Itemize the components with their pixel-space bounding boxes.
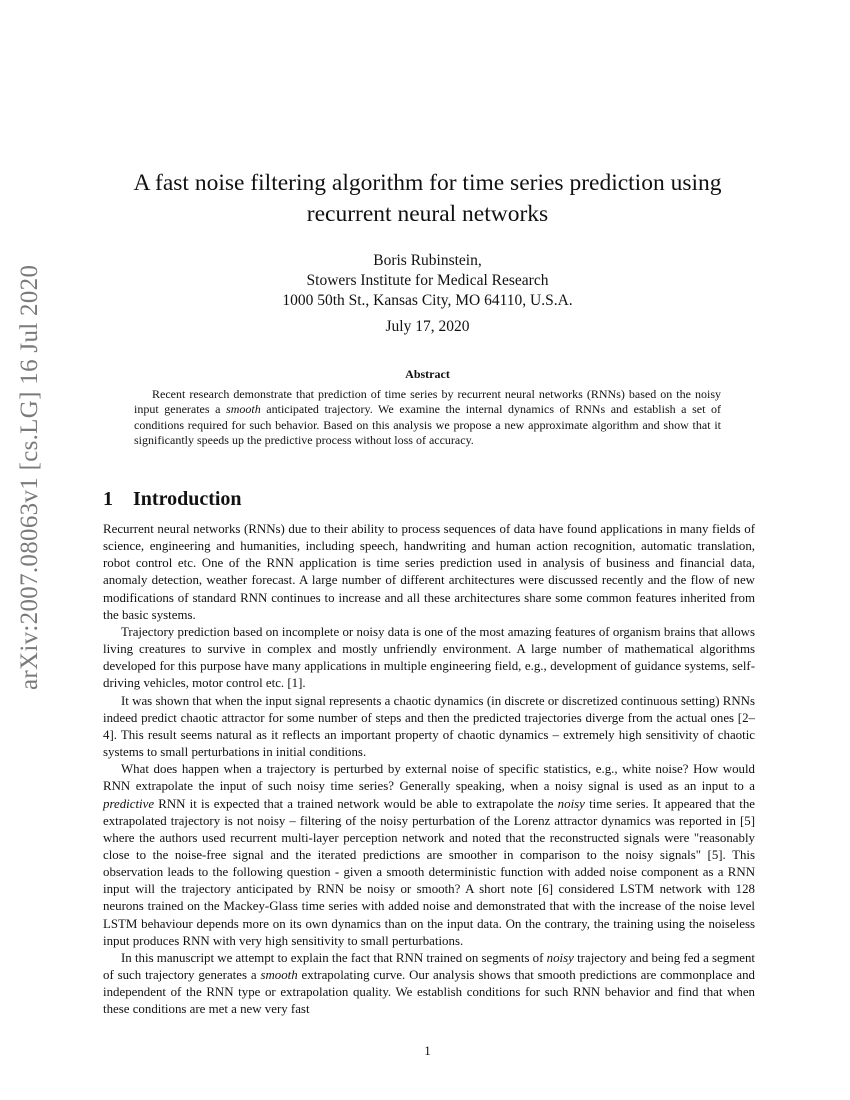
abstract-part-2: anticipated trajectory. We examine the internal dynamics of RNNs and establish a set of conditions required for such behavior. Based on this analysis we propose a new approximate algorithm and show that it significantly speeds up the predictive process without loss of accuracy. <box>134 402 721 448</box>
section-title: Introduction <box>133 488 242 510</box>
title-line-1: A fast noise filtering algorithm for time series prediction using <box>133 170 722 196</box>
paragraph-1: Recurrent neural networks (RNNs) due to their ability to process sequences of data have found applications in many fields of science, engineering and humanities, including speech, handwriting and human action recognition, automatic translation, robot control etc. One of the RNN application is time series prediction used in analysis of business and financial data, anomaly detection, weather forecast. A large number of different architectures were discussed recently and the flow of new modifications of standard RNN continues to increase and all these architectures share some common features inherited from the basic systems. <box>103 522 755 622</box>
paper-date: July 17, 2020 <box>385 318 470 335</box>
paragraph-5-emphasis-noisy: noisy <box>546 950 574 965</box>
introduction-body <box>103 521 755 1019</box>
page-number: 1 <box>424 1043 431 1058</box>
paragraph-3: It was shown that when the input signal represents a chaotic dynamics (in discrete or discretized continuous setting) RNNs indeed predict chaotic attractor for some number of steps and then the predicted trajectories diverge from the actual ones [2–4]. This result seems natural as it reflects an important property of chaotic dynamics – extremely high sensitivity of chaotic systems to small perturbations in initial conditions. <box>103 693 755 760</box>
paragraph-4-part-a: What does happen when a trajectory is perturbed by external noise of specific statistics, e.g., white noise? How would RNN extrapolate the input of such noisy time series? Generally speaking, when a noisy signal is used as an input to a <box>103 762 755 794</box>
title-line-2: recurrent neural networks <box>306 201 549 227</box>
paper-title <box>100 168 755 230</box>
arxiv-identifier-stamp: arXiv:2007.08063v1 [cs.LG] 16 Jul 2020 <box>16 264 43 690</box>
paragraph-4-emphasis-predictive: predictive <box>103 796 155 811</box>
paragraph-2: Trajectory prediction based on incomplete or noisy data is one of the most amazing features of organism brains that allows living creatures to survive in complex and mostly unfriendly environment. A large number of mathematical algorithms developed for this purpose have many applications in multiple engineering field, e.g., development of guidance systems, self-driving vehicles, motor control etc. [1]. <box>103 624 755 691</box>
author-name: Boris Rubinstein, <box>373 252 482 269</box>
paragraph-5-part-b: trajectory and being fed a segment of such trajectory generates a <box>103 950 755 983</box>
abstract-emphasis-smooth: smooth <box>226 402 261 417</box>
abstract-part-1: Recent research demonstrate that prediction of time series by recurrent neural networks (RNNs) based on the noisy input generates a <box>134 387 721 417</box>
paragraph-4-part-b: RNN it is expected that a trained network would be able to extrapolate the <box>154 796 558 811</box>
paragraph-5-part-a: In this manuscript we attempt to explain the fact that RNN trained on segments of <box>121 950 547 965</box>
section-number: 1 <box>103 488 113 510</box>
paragraph-5-part-c: extrapolating curve. Our analysis shows that smooth predictions are commonplace and independent of the RNN type or extrapolation quality. We establish conditions for such RNN behavior and find that when these conditions are met a new very fast <box>103 968 755 1017</box>
abstract-heading: Abstract <box>405 367 450 381</box>
section-heading-introduction <box>103 486 242 512</box>
paragraph-4-part-c: time series. It appeared that the extrapolated trajectory is not noisy – filtering of the noisy perturbation of the Lorenz attractor dynamics was reported in [5] where the authors used recurrent multi-layer perception network and noted that the reconstructed signals were "reasonably close to the noise-free signal and the iterated predictions are smoother in comparison to the noisy signals" [5]. This observation leads to the following question - given a smooth deterministic function with added noise component as a RNN input will the trajectory anticipated by RNN be noisy or smooth? A short note [6] considered LSTM network with 128 neurons trained on the Mackey-Glass time series with added noise and demonstrated that with the increase of the noise level LSTM behaviour depends more on its own dynamics than on the input data. On the contrary, the training using the noiseless input produces RNN with very high sensitivity to small perturbations. <box>103 796 755 948</box>
paragraph-5-emphasis-smooth: smooth <box>260 968 298 983</box>
paragraph-4-emphasis-noisy: noisy <box>557 796 585 811</box>
author-block <box>100 251 755 311</box>
author-address: 1000 50th St., Kansas City, MO 64110, U.S.A. <box>282 292 573 309</box>
abstract-text <box>134 387 721 449</box>
paragraph-4 <box>103 761 755 950</box>
paragraph-5 <box>103 950 755 1019</box>
author-affiliation: Stowers Institute for Medical Research <box>306 272 549 289</box>
